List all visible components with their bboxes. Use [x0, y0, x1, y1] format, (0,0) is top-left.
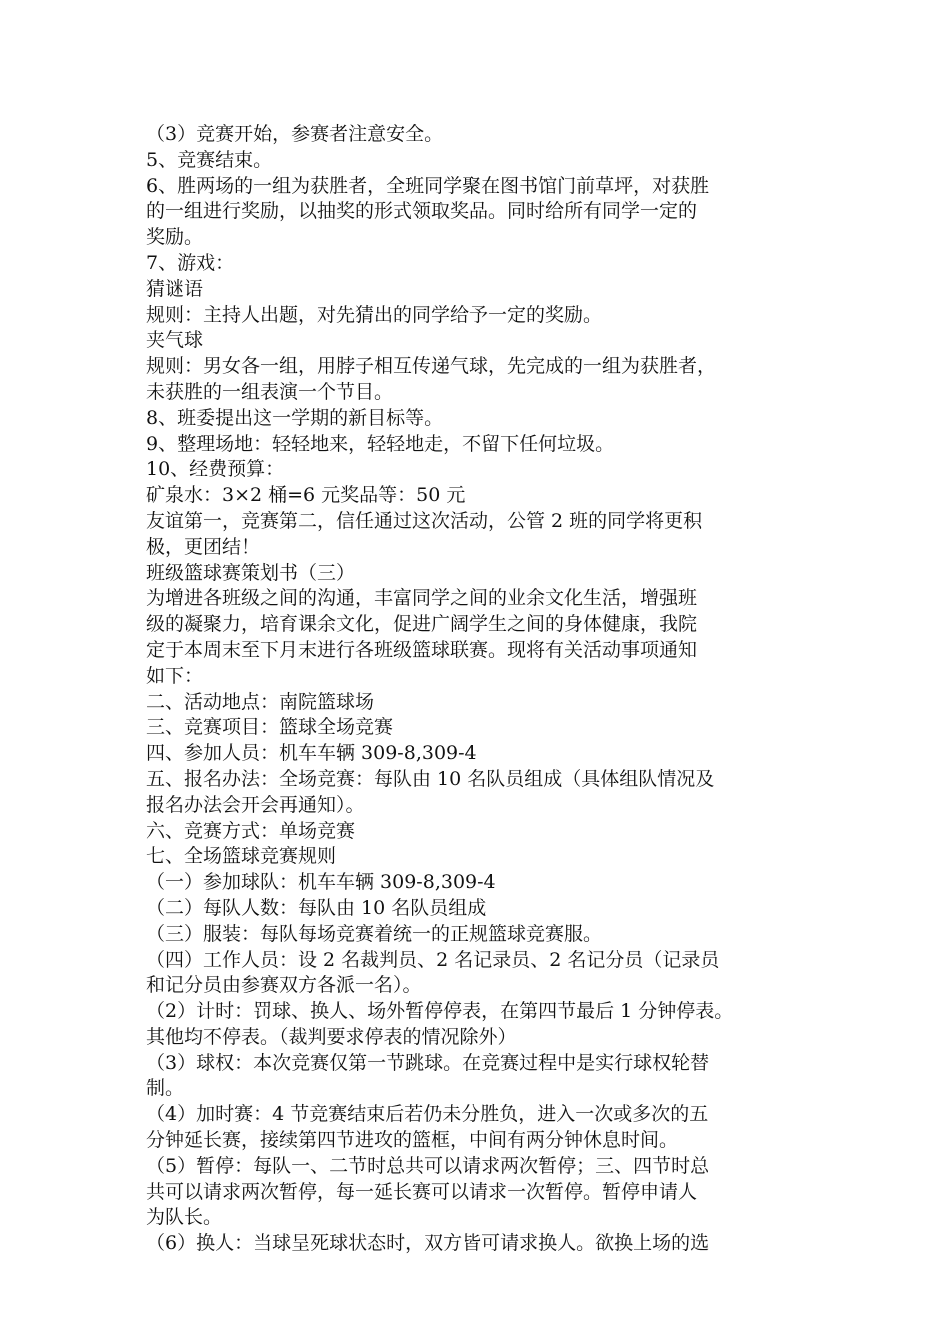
text-line: 六、竞赛方式：单场竞赛 [146, 819, 356, 842]
text-line: 奖励。 [146, 226, 204, 249]
text-line: 四、参加人员：机车车辆 309-8,309-4 [146, 742, 477, 765]
text-line: 分钟延长赛，接续第四节进攻的篮框，中间有两分钟休息时间。 [146, 1129, 679, 1152]
text-line: 猜谜语 [146, 277, 204, 300]
text-line: 矿泉水：3×2 桶=6 元奖品等：50 元 [146, 484, 466, 507]
text-line: 友谊第一，竞赛第二，信任通过这次活动，公管 2 班的同学将更积 [146, 509, 703, 532]
text-line: 定于本周末至下月末进行各班级篮球联赛。现将有关活动事项通知 [146, 638, 698, 661]
text-line: （4）加时赛：4 节竞赛结束后若仍未分胜负，进入一次或多次的五 [146, 1103, 709, 1126]
section-heading: 7、游戏： [146, 251, 235, 274]
text-line: 未获胜的一组表演一个节目。 [146, 380, 394, 403]
document-body [146, 122, 826, 1257]
text-line: （一）参加球队：机车车辆 309-8,309-4 [146, 871, 496, 894]
text-line: 夹气球 [146, 329, 204, 352]
text-line: 8、班委提出这一学期的新目标等。 [146, 406, 444, 429]
text-line: 其他均不停表。（裁判要求停表的情况除外） [146, 1025, 517, 1048]
text-line: 级的凝聚力，培育课余文化，促进广阔学生之间的身体健康，我院 [146, 613, 698, 636]
text-line: 5、竞赛结束。 [146, 148, 273, 171]
text-line: 规则：主持人出题，对先猜出的同学给予一定的奖励。 [146, 303, 603, 326]
text-line: 为队长。 [146, 1206, 223, 1229]
text-line: 规则：男女各一组，用脖子相互传递气球，先完成的一组为获胜者， [146, 355, 717, 378]
text-line: 极，更团结！ [146, 535, 261, 558]
section-heading: 10、经费预算： [146, 458, 285, 481]
text-line: （5）暂停：每队一、二节时总共可以请求两次暂停；三、四节时总 [146, 1154, 710, 1177]
document-title: 班级篮球赛策划书（三） [146, 561, 356, 584]
section-heading: 七、全场篮球竞赛规则 [146, 845, 337, 868]
text-line: 6、胜两场的一组为获胜者，全班同学聚在图书馆门前草坪，对获胜 [146, 174, 710, 197]
text-line: （3）竞赛开始，参赛者注意安全。 [146, 123, 444, 145]
text-line: （四）工作人员：设 2 名裁判员、2 名记录员、2 名记分员（记录员 [146, 948, 720, 971]
text-line: （3）球权：本次竞赛仅第一节跳球。在竞赛过程中是实行球权轮替 [146, 1051, 710, 1074]
text-line: 9、整理场地：轻轻地来，轻轻地走，不留下任何垃圾。 [146, 432, 615, 455]
text-line: 共可以请求两次暂停，每一延长赛可以请求一次暂停。暂停申请人 [146, 1180, 698, 1203]
text-line: 和记分员由参赛双方各派一名）。 [146, 974, 422, 997]
text-line: （三）服装：每队每场竞赛着统一的正规篮球竞赛服。 [146, 922, 603, 945]
text-line: 的一组进行奖励，以抽奖的形式领取奖品。同时给所有同学一定的 [146, 200, 698, 223]
text-line: 为增进各班级之间的沟通，丰富同学之间的业余文化生活，增强班 [146, 587, 698, 610]
text-line: 三、竞赛项目：篮球全场竞赛 [146, 716, 394, 739]
text-line: （2）计时：罚球、换人、场外暂停停表，在第四节最后 1 分钟停表。 [146, 1000, 734, 1023]
text-line: （二）每队人数：每队由 10 名队员组成 [146, 896, 487, 919]
text-line: （6）换人：当球呈死球状态时，双方皆可请求换人。欲换上场的选 [146, 1232, 710, 1255]
text-line: 制。 [146, 1077, 185, 1100]
text-line: 报名办法会开会再通知）。 [146, 793, 365, 816]
text-line: 如下： [146, 664, 204, 687]
text-line: 五、报名办法：全场竞赛：每队由 10 名队员组成（具体组队情况及 [146, 767, 715, 790]
text-line: 二、活动地点：南院篮球场 [146, 690, 375, 713]
